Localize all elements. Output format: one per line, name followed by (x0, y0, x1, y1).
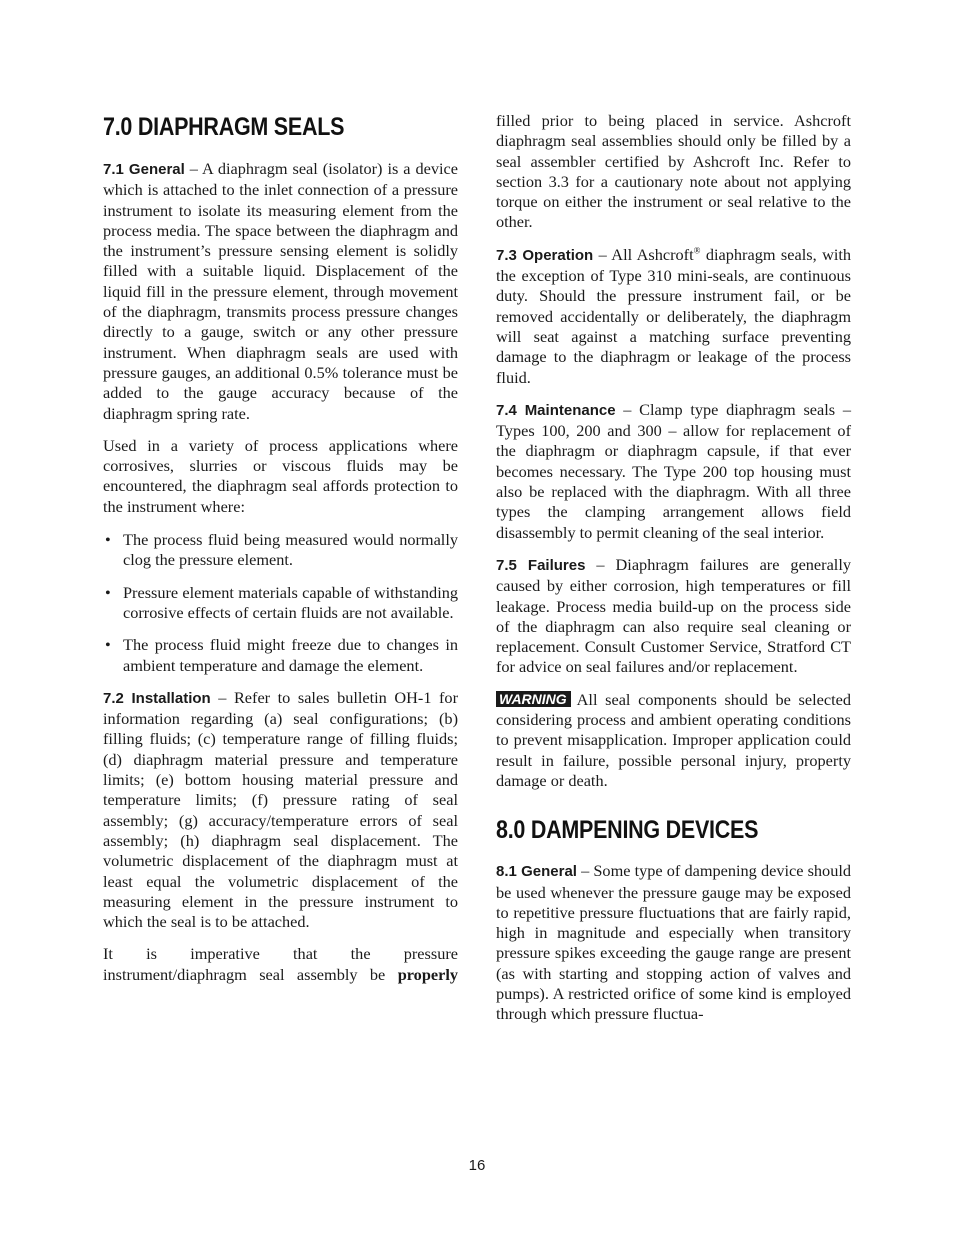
registered-mark: ® (693, 245, 701, 256)
paragraph-text: – All Ashcroft (593, 244, 694, 264)
list-item (103, 530, 458, 571)
paragraph-imperative-continued: filled prior to being placed in service. Ashcroft diaphragm seal assemblies should only be filled by a seal assembler certified by Ashcroft Inc. Refer to section 3.3 for a cautionary note about not applying torque on either the instrument or seal relative to the other. (496, 111, 851, 232)
emphasis-properly: properly (397, 964, 458, 984)
bullet-icon: • (105, 530, 111, 550)
paragraph-7-5-failures (496, 555, 851, 678)
run-in-heading: 7.4 Maintenance (496, 401, 616, 419)
list-item-text: Pressure element materials capable of withstanding corrosive effects of certain fluids are not available. (123, 582, 458, 622)
run-in-heading: 7.2 Installation (103, 689, 211, 707)
section-7-heading: 7.0 DIAPHRAGM SEALS (103, 113, 345, 141)
list-item-text: The process fluid being measured would normally clog the pressure element. (123, 530, 458, 570)
bullet-icon: • (105, 635, 111, 655)
paragraph-7-2-installation (103, 688, 458, 933)
right-column (496, 111, 851, 1025)
list-item (103, 583, 458, 624)
paragraph-text: – Refer to sales bulletin OH-1 for information regarding (a) seal configurations; (b) filling fluids; (c) temperature range of filling fluids; (d) diaphragm material pressure and temperature limits; (e) bottom housing material pressure and temperature limits; (f) pressure rating of seal assembly; (g) accuracy/temperature errors of seal assembly; (h) diaphragm seal displacement. The volumetric displacement of the diaphragm must at least equal the volumetric displacement of the measuring element in the pressure instrument to which the seal is to be attached. (103, 687, 458, 932)
paragraph-7-1-general (103, 159, 458, 424)
run-in-heading: 7.3 Operation (496, 246, 594, 264)
warning-badge: WARNING (496, 691, 571, 707)
list-item (103, 635, 458, 676)
warning-paragraph (496, 690, 851, 791)
bullet-list (103, 530, 458, 676)
bullet-icon: • (105, 582, 111, 602)
paragraph-text: It is imperative that the pressure instrument/diaphragm seal assembly be (103, 944, 458, 984)
paragraph-7-4-maintenance (496, 400, 851, 543)
paragraph-usage-intro: Used in a variety of process applications where corrosives, slurries or viscous fluids may be encountered, the diaphragm seal affords protection to the instrument where: (103, 435, 458, 516)
list-item-text: The process fluid might freeze due to changes in ambient temperature and damage the element. (123, 635, 458, 675)
paragraph-imperative (103, 944, 458, 985)
paragraph-text: – A diaphragm seal (isolator) is a device which is attached to the inlet connection of a pressure instrument to isolate its measuring element from the process media. The space between the diaphragm and the instrument’s pressure sensing element is solidly filled with a suitable liquid. Displacement of the liquid fill in the pressure element, through movement of the diaphragm, transmits process pressure changes directly to a gauge, switch or any other pressure instrument. When diaphragm seals are used with pressure gauges, an additional 0.5% tolerance must be added to the gauge accuracy because of the diaphragm spring rate. (103, 159, 458, 423)
section-8-heading: 8.0 DAMPENING DEVICES (496, 816, 759, 845)
left-column (103, 112, 458, 985)
paragraph-text: diaphragm seals, with the exception of Type 310 mini-seals, are continuous duty. Should the pressure instrument fail, or be removed accidentally or deliberately, the diaphragm will seat against a matching surface preventing damage to the diaphragm or leakage of the process fluid. (496, 244, 852, 387)
paragraph-text: – Clamp type diaphragm seals – Types 100, 200 and 300 – allow for replacement of the diaphragm or diaphragm capsule, if that ever becomes necessary. The Type 200 top housing must also be replaced with the diaphragm. With all three types the clamping arrangement allows field disassembly to permit cleaning of the seal interior. (496, 399, 851, 542)
run-in-heading: 8.1 General (496, 863, 577, 881)
run-in-heading: 7.1 General (103, 161, 185, 178)
warning-text: All seal components should be selected considering process and ambient operating conditions to prevent misapplication. Improper application could result in failure, possible personal injury, property damage or death. (496, 689, 851, 790)
page-number: 16 (468, 1157, 486, 1174)
run-in-heading: 7.5 Failures (496, 556, 586, 574)
paragraph-8-1-general (496, 861, 851, 1024)
paragraph-text: – Diaphragm failures are generally caused by either corrosion, high temperatures or fill leakage. Process media build-up on the process side of the diaphragm can also require seal cleaning or replacement. Consult Customer Service, Stratford CT for advice on seal failures and/or replacement. (496, 554, 851, 677)
paragraph-7-3-operation (496, 245, 851, 388)
paragraph-text: – Some type of dampening device should be used whenever the pressure gauge may be exposed to repetitive pressure fluctuations that are fairly rapid, high in magnitude and especially when transitory pressure spikes exceeding the gauge range are present (as with starting and stopping action of valves and pumps). A restricted orifice of some kind is employed through which pressure fluctua- (496, 861, 851, 1024)
